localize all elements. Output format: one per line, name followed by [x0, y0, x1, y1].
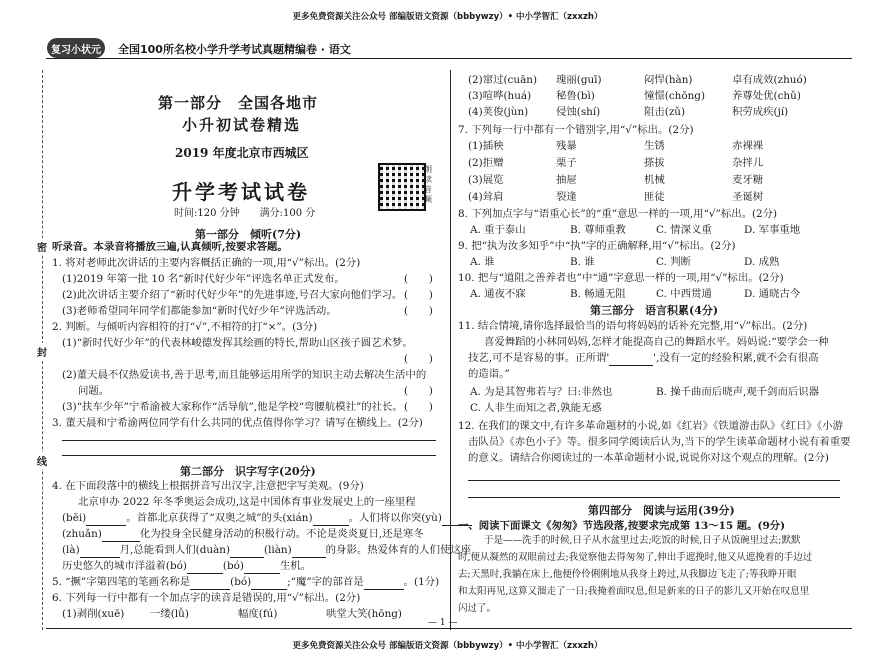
q7-stem: 7. 下列每一行中都有一个错别字,用“√”标出。(2分): [458, 124, 694, 136]
q1-answer-box-2[interactable]: ( ): [404, 289, 433, 301]
q4-passage-line-2: (bēi) 。首都北京获得了“双奥之城”的头(xián) 。人们将以你突(yù): [62, 510, 472, 526]
section-1-instructions: 听录音。本录音将播放三遍,认真倾听,按要求答题。: [52, 241, 288, 253]
reading-passage-line-4: 和太阳再见,这算又溜走了一日;我掩着面叹息,但是新来的日子的影儿又开始在叹息里: [458, 586, 810, 597]
reading-instructions: 一、阅读下面课文《匆匆》节选段落,按要求完成第 13～15 题。(9分): [458, 520, 785, 532]
q4-stem: 4. 在下面段落中的横线上根据拼音写出汉字,注意把字写美观。(9分): [52, 480, 364, 492]
q8-option-d[interactable]: D. 军事重地: [744, 224, 801, 236]
q9-option-b[interactable]: B. 谁: [570, 256, 595, 268]
q10-stem: 10. 把与“道阻之善养者也”中“通”字意思一样的一项,用“√”标出。(2分): [458, 272, 784, 284]
q8-stem: 8. 下列加点字与“语重心长”的“重”意思一样的一项,用“√”标出。(2分): [458, 208, 778, 220]
q6-row-4-col-1[interactable]: (4)荚俊(jùn): [468, 106, 529, 118]
q9-stem: 9. 把“执为汝多知乎”中“执”字的正确解释,用“√”标出。(2分): [458, 240, 736, 252]
q12-answer-line-2[interactable]: [468, 497, 840, 498]
exam-title: 升学考试试卷: [172, 180, 310, 204]
q9-option-c[interactable]: C. 判断: [656, 256, 691, 268]
q12-stem-line-2: 击队员》《赤色小子》等。很多同学阅读后认为,当下的学生读革命题材小说有着重要: [468, 436, 851, 448]
q8-option-a[interactable]: A. 重于泰山: [470, 224, 526, 236]
q8-option-c[interactable]: C. 情深义重: [656, 224, 712, 236]
q7-row-1-col-4[interactable]: 赤裸裸: [732, 140, 764, 152]
q4-passage-line-4: (là) 月,总能看到人们(duàn) (liàn) 的身影。热爱体育的人们使这座: [62, 542, 471, 558]
margin-char-xian: 线: [37, 452, 47, 469]
q1-option-2: (2)此次讲话主要介绍了“新时代好少年”的先进事迹,号召大家向他们学习。: [62, 289, 403, 301]
q2-item-3: (3)“扶车少年”宁希渝被大家称作“活导航”,他是学校“弯腰航模社”的社长。: [62, 401, 403, 413]
q1-option-3: (3)老师希望同年同学们都能参加“新时代好少年”评选活动。: [62, 305, 337, 317]
q7-row-4-col-4[interactable]: 圣诞树: [732, 191, 764, 203]
q12-stem-line-3: 的意义。请结合你阅读过的一本革命题材小说,说说你对这个观点的理解。(2分): [468, 452, 829, 464]
series-logo: 复习小状元: [47, 38, 105, 58]
q6-row-3-col-2[interactable]: 秘鲁(bì): [556, 90, 595, 102]
q2-item-2b: 问题。: [78, 385, 110, 397]
q2-answer-box-2[interactable]: ( ): [404, 385, 433, 397]
header-rule: [46, 58, 852, 59]
section-2-title: 第二部分 识字写字(20分): [180, 465, 316, 478]
q11-blank[interactable]: [609, 365, 653, 366]
q7-row-4-col-1[interactable]: (4)耸肩: [468, 191, 504, 203]
q1-answer-box-1[interactable]: ( ): [404, 273, 433, 285]
top-banner: 更多免费资源关注公众号 部编版语文资源（bbbywzy）• 中小学智汇（zxxzh）: [292, 12, 603, 22]
part-title: 第一部分 全国各地市: [158, 94, 319, 112]
q6-row-3-col-3[interactable]: 憧憬(chōng): [644, 90, 705, 102]
q11-context-line-3: 的造诣。”: [468, 368, 510, 380]
section-1-title: 第一部分 倾听(7分): [195, 228, 302, 241]
q12-stem-line-1: 12. 在我们的课文中,有许多革命题材的小说,如《红岩》《铁道游击队》《红日》《小游: [458, 420, 843, 432]
qr-code[interactable]: [378, 163, 426, 211]
bottom-banner: 更多免费资源关注公众号 部编版语文资源（bbbywzy）• 中小学智汇（zxxzh）: [292, 641, 603, 651]
q6-row-1-col-4[interactable]: 哄堂大笑(hōng): [326, 608, 402, 620]
q7-row-2-col-4[interactable]: 杂拌儿: [732, 157, 764, 169]
q2-item-2a: (2)董天晨不仅热爱读书,善于思考,而且能够运用所学的知识主动去解决生活中的: [62, 369, 427, 381]
q6-stem: 6. 下列每一行中都有一个加点字的读音是错误的,用“√”标出。(2分): [52, 592, 361, 604]
margin-char-mi: 密: [37, 238, 47, 255]
q1-answer-box-3[interactable]: ( ): [404, 305, 433, 317]
reading-passage-line-2: 时,便从凝然的双眼前过去;我觉察他去得匆匆了,伸出手遮挽时,他又从遮挽着的手边过: [458, 552, 813, 563]
time-score: 时间:120 分钟 满分:100 分: [174, 208, 316, 219]
q6-row-1-col-2[interactable]: 一缕(lǚ): [150, 608, 189, 620]
exam-region: 2019 年度北京市西城区: [175, 146, 309, 160]
q4-passage-line-1: 北京申办 2022 年冬季奥运会成功,这是中国体育事业发展史上的一座里程: [78, 496, 416, 508]
margin-char-feng: 封: [37, 343, 47, 360]
q2-item-1: (1)“新时代好少年”的代表林峻德发挥其绘画的特长,帮助山区孩子圆艺术梦。: [62, 337, 413, 349]
q11-context-line-1: 喜爱舞蹈的小林同妈妈,怎样才能提高自己的舞蹈水平。妈妈说:“要学会一种: [484, 336, 829, 348]
footer-rule: [46, 628, 852, 629]
q3-answer-line-1[interactable]: [62, 440, 436, 441]
q10-option-d[interactable]: D. 通晓古今: [744, 288, 801, 300]
q6-row-2-col-3[interactable]: 闷悍(hàn): [644, 74, 693, 86]
q6-row-4-col-3[interactable]: 阻击(zǔ): [644, 106, 686, 118]
q3-answer-line-2[interactable]: [62, 455, 436, 456]
q5-stem: 5. “撅”字第四笔的笔画名称是 (bó) ;“魔”字的部首是 。(1分): [52, 574, 439, 590]
q7-row-4-col-3[interactable]: 匪徒: [644, 191, 665, 203]
q6-row-2-col-4[interactable]: 卓有成效(zhuó): [732, 74, 807, 86]
q3-stem: 3. 董天晨和宁希渝两位同学有什么共同的优点值得你学习？请写在横线上。(2分): [52, 417, 423, 429]
q6-row-2-col-2[interactable]: 瑰丽(guī): [556, 74, 602, 86]
q11-option-a[interactable]: A. 为是其智弗若与？曰:非然也: [470, 386, 613, 398]
q2-answer-box-1[interactable]: ( ): [404, 353, 433, 365]
q4-passage-line-3: (zhuǎn) 化为投身全民健身活动的积极行动。不论是炎炎夏日,还是寒冬: [62, 526, 424, 542]
q6-row-4-col-2[interactable]: 侵蚀(shí): [556, 106, 601, 118]
q11-option-b[interactable]: B. 操千曲而后晓声,观千剑而后识器: [656, 386, 820, 398]
reading-passage-line-1: 于是——洗手的时候,日子从水盆里过去;吃饭的时候,日子从饭碗里过去;默默: [484, 535, 801, 546]
q10-option-c[interactable]: C. 中西贯通: [656, 288, 712, 300]
q7-row-1-col-3[interactable]: 生锈: [644, 140, 665, 152]
q7-row-2-col-1[interactable]: (2)拒赠: [468, 157, 504, 169]
q7-row-3-col-1[interactable]: (3)展览: [468, 174, 504, 186]
q1-stem: 1. 将对老师此次讲话的主要内容概括正确的一项,用“√”标出。(2分): [52, 257, 361, 269]
q7-row-1-col-2[interactable]: 残暴: [556, 140, 577, 152]
q2-stem: 2. 判断。与倾听内容相符的打“√”,不相符的打“×”。(3分): [52, 321, 318, 333]
reading-passage-line-5: 闪过了。: [458, 603, 497, 614]
q10-option-a[interactable]: A. 通夜不寐: [470, 288, 526, 300]
q9-option-d[interactable]: D. 成熟: [744, 256, 780, 268]
reading-passage-line-3: 去;天黑时,我躺在床上,他便伶伶俐俐地从我身上跨过,从我脚边飞走了;等我睁开眼: [458, 569, 797, 580]
q6-row-2-col-1[interactable]: (2)窜过(cuān): [468, 74, 538, 86]
q2-answer-box-3[interactable]: ( ): [404, 401, 433, 413]
q11-context-line-2: 技艺,可不是容易的事。正所谓' ',没有一定的经验积累,就不会有很高: [468, 350, 819, 366]
page-number: — 1 —: [428, 618, 458, 628]
q4-passage-line-5: 历史悠久的城市洋溢着(bó) (bó) 生机。: [62, 558, 311, 574]
q7-row-2-col-3[interactable]: 搽拔: [644, 157, 665, 169]
series-title: 全国100所名校小学升学考试真题精编卷 · 语文: [118, 43, 351, 56]
q7-row-3-col-2[interactable]: 抽屉: [556, 174, 577, 186]
part-subtitle: 小升初试卷精选: [182, 116, 302, 134]
q7-row-3-col-3[interactable]: 机械: [644, 174, 665, 186]
q12-answer-line-1[interactable]: [468, 480, 840, 481]
section-4-title: 第四部分 阅读与运用(39分): [588, 504, 735, 517]
q9-option-a[interactable]: A. 谁: [470, 256, 495, 268]
q7-row-2-col-2[interactable]: 栗子: [556, 157, 577, 169]
q6-row-1-col-3[interactable]: 幅度(fú): [238, 608, 278, 620]
q1-option-1: (1)2019 年第一批 10 名“新时代好少年”评选名单正式发布。: [62, 273, 345, 285]
qr-label: 朗读音频: [424, 165, 432, 204]
q6-row-3-col-1[interactable]: (3)喧哗(huá): [468, 90, 532, 102]
q11-option-c[interactable]: C. 人非生而知之者,孰能无惑: [470, 402, 602, 414]
q7-row-3-col-4[interactable]: 麦牙糖: [732, 174, 764, 186]
q6-row-4-col-4[interactable]: 积劳成疾(jí): [732, 106, 789, 118]
q10-option-b[interactable]: B. 畅通无阻: [570, 288, 626, 300]
q6-row-1-col-1[interactable]: (1)剥削(xuē): [62, 608, 125, 620]
section-3-title: 第三部分 语言积累(4分): [590, 304, 719, 317]
q7-row-1-col-1[interactable]: (1)插秧: [468, 140, 504, 152]
q6-row-3-col-4[interactable]: 养尊处优(chǔ): [732, 90, 801, 102]
q7-row-4-col-2[interactable]: 裂逢: [556, 191, 577, 203]
q11-stem: 11. 结合情境,请你选择最恰当的语句将妈妈的话补充完整,用“√”标出。(2分): [458, 320, 808, 332]
q5-blank-radical[interactable]: [364, 589, 404, 590]
q8-option-b[interactable]: B. 尊师重教: [570, 224, 626, 236]
